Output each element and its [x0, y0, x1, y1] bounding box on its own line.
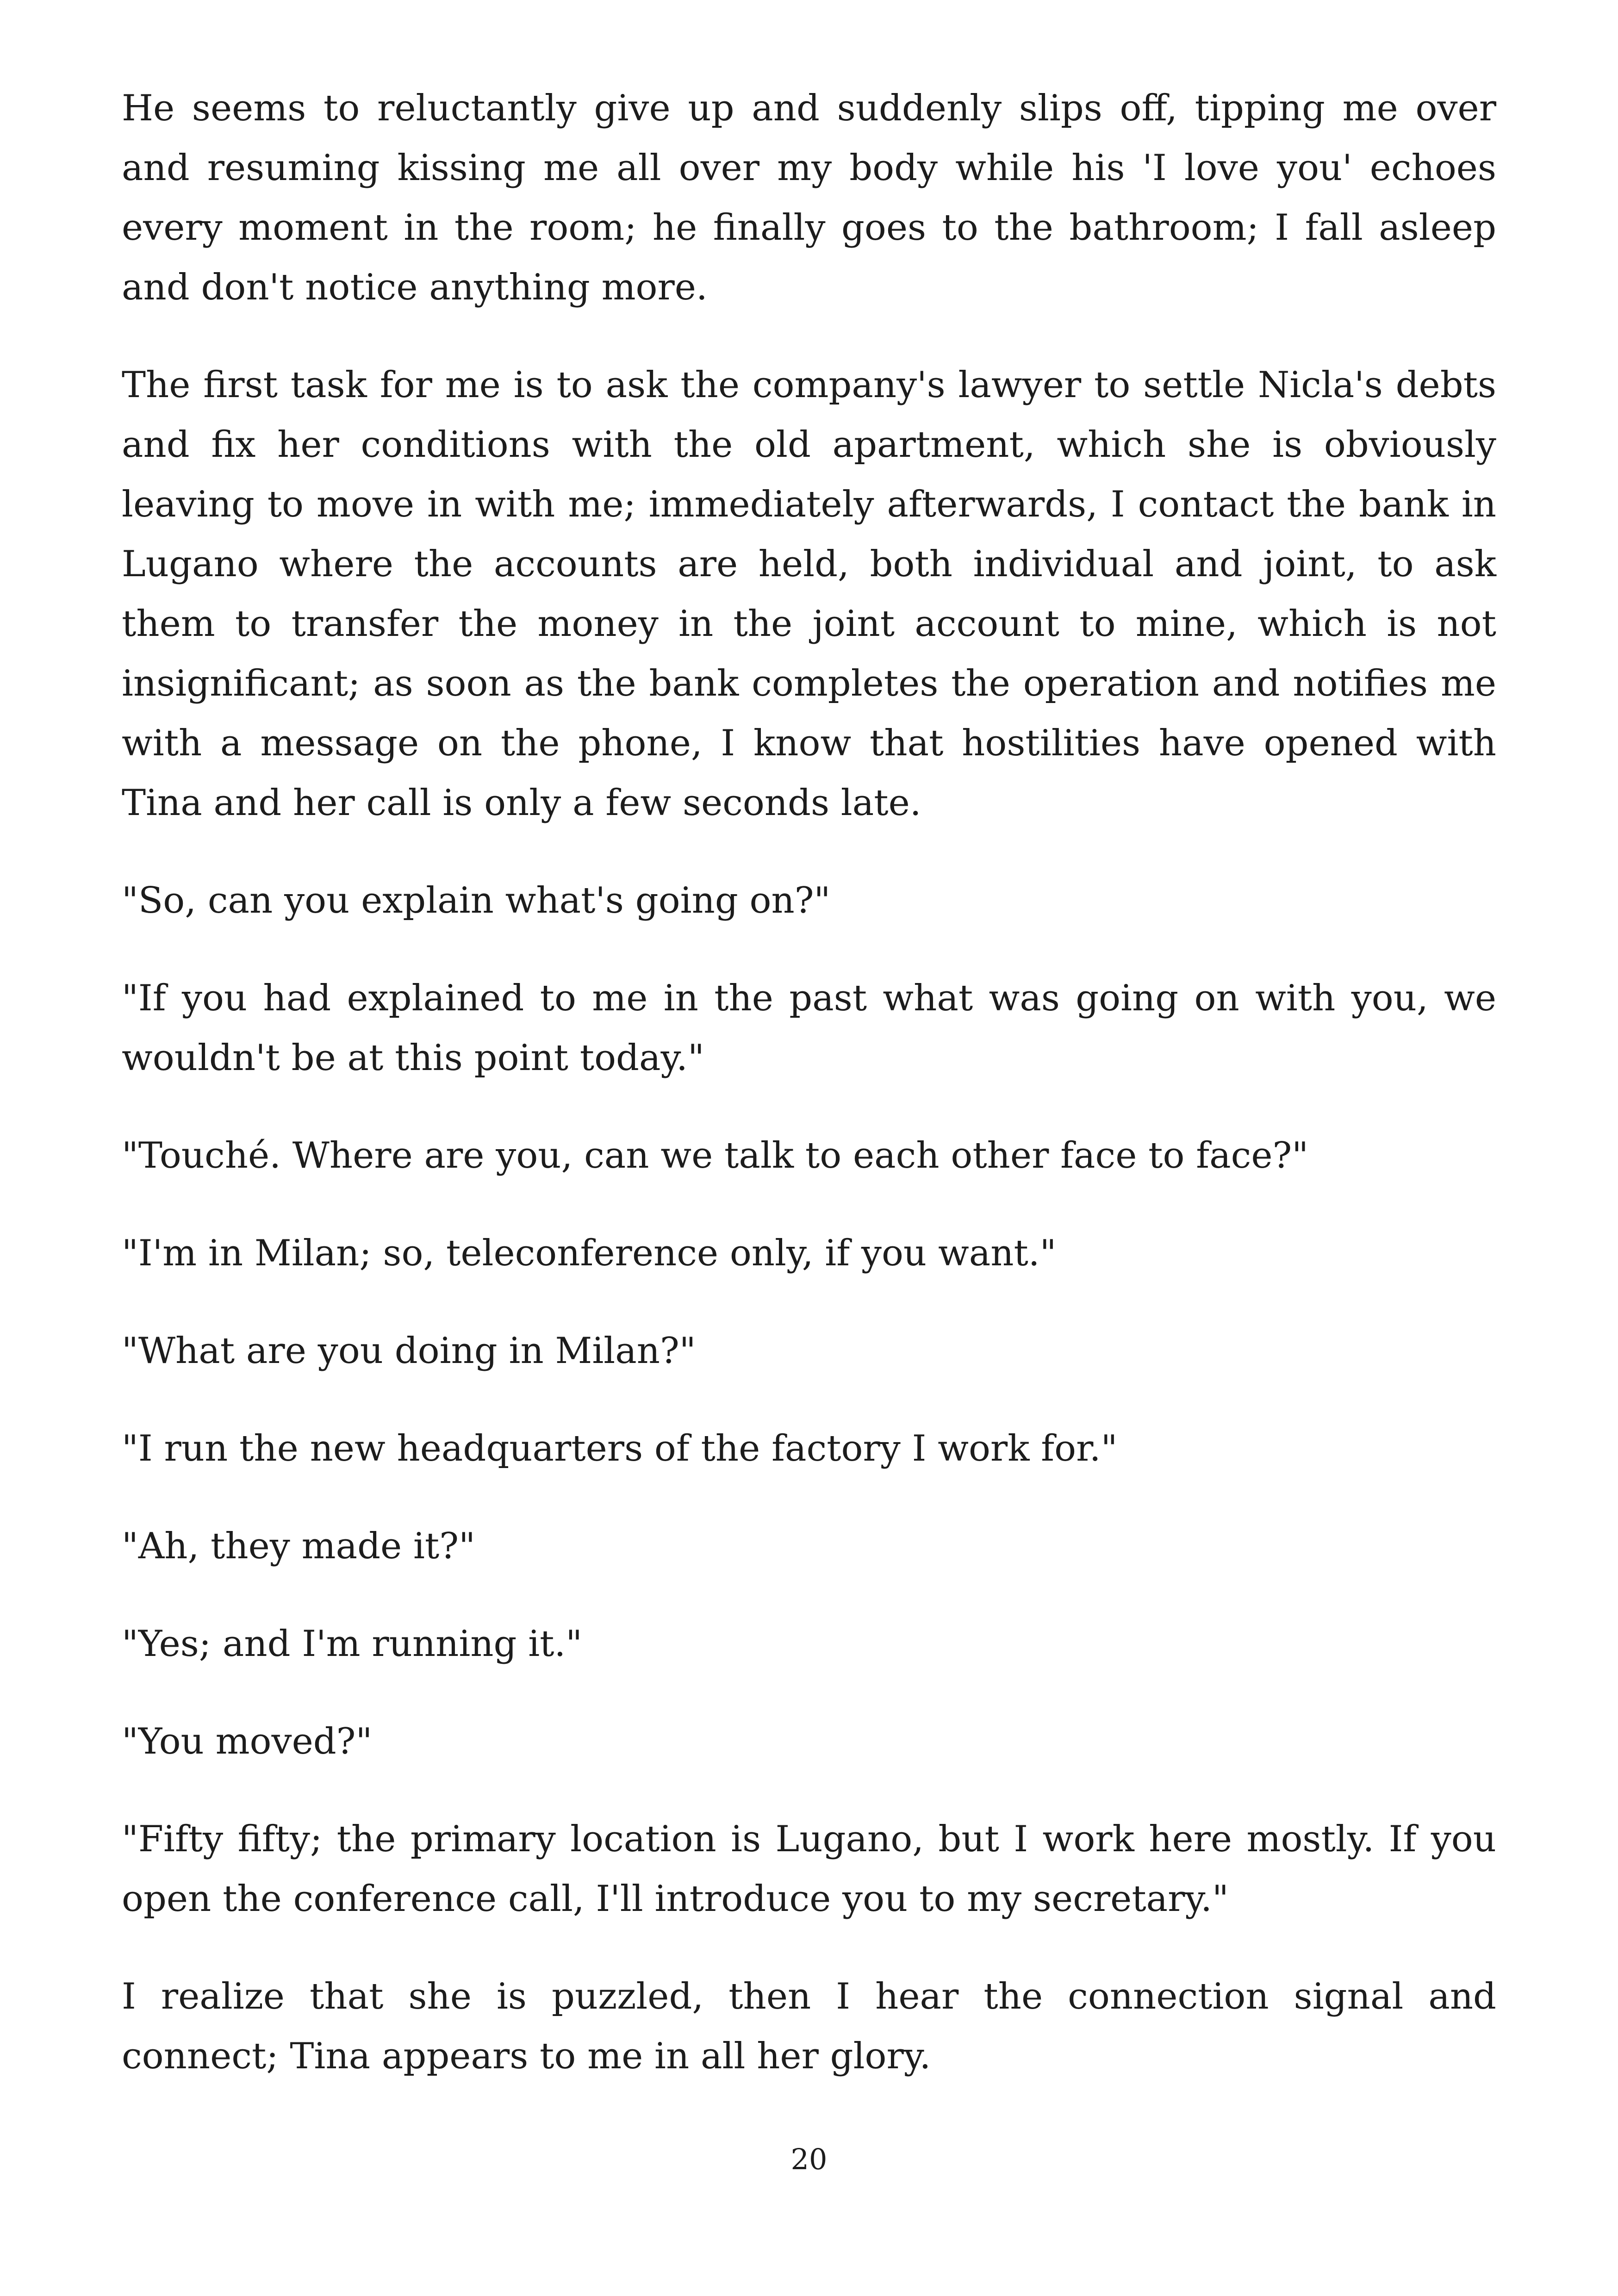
paragraph: "What are you doing in Milan?" [122, 1330, 696, 1372]
page-number: 20 [790, 2142, 828, 2176]
paragraph: "So, can you explain what's going on?" [122, 880, 831, 921]
paragraph: "Yes; and I'm running it." [122, 1623, 583, 1665]
paragraph: He seems to reluctantly give up and suddenly slips off, tipping me over and resuming kissing me all over my body while his 'I love you' echoes every moment in the room; he finally goes to the bathroom; I fall asleep and don't notice anything more. [122, 87, 1496, 308]
body-text [122, 79, 1496, 2124]
paragraph: "Touché. Where are you, can we talk to each other face to face?" [122, 1135, 1309, 1176]
paragraph: "You moved?" [122, 1721, 373, 1762]
paragraph: The first task for me is to ask the company's lawyer to settle Nicla's debts and fix her conditions with the old apartment, which she is obviously leaving to move in with me; immediately afterwards, I contact the bank in Lugano where the accounts are held, both individual and joint, to ask them to transfer the money in the joint account to mine, which is not insignificant; as soon as the bank completes the operation and notifies me with a message on the phone, I know that hostilities have opened with Tina and her call is only a few seconds late. [122, 364, 1496, 824]
paragraph: "Fifty fifty; the primary location is Lugano, but I work here mostly. If you open the conference call, I'll introduce you to my secretary." [122, 1818, 1496, 1920]
paragraph: "I run the new headquarters of the factory I work for." [122, 1428, 1118, 1469]
paragraph: "I'm in Milan; so, teleconference only, if you want." [122, 1232, 1057, 1274]
paragraph: "If you had explained to me in the past what was going on with you, we wouldn't be at this point today." [122, 977, 1496, 1079]
paragraph: "Ah, they made it?" [122, 1525, 475, 1567]
paragraph: I realize that she is puzzled, then I hear the connection signal and connect; Tina appears to me in all her glory. [122, 1976, 1496, 2077]
